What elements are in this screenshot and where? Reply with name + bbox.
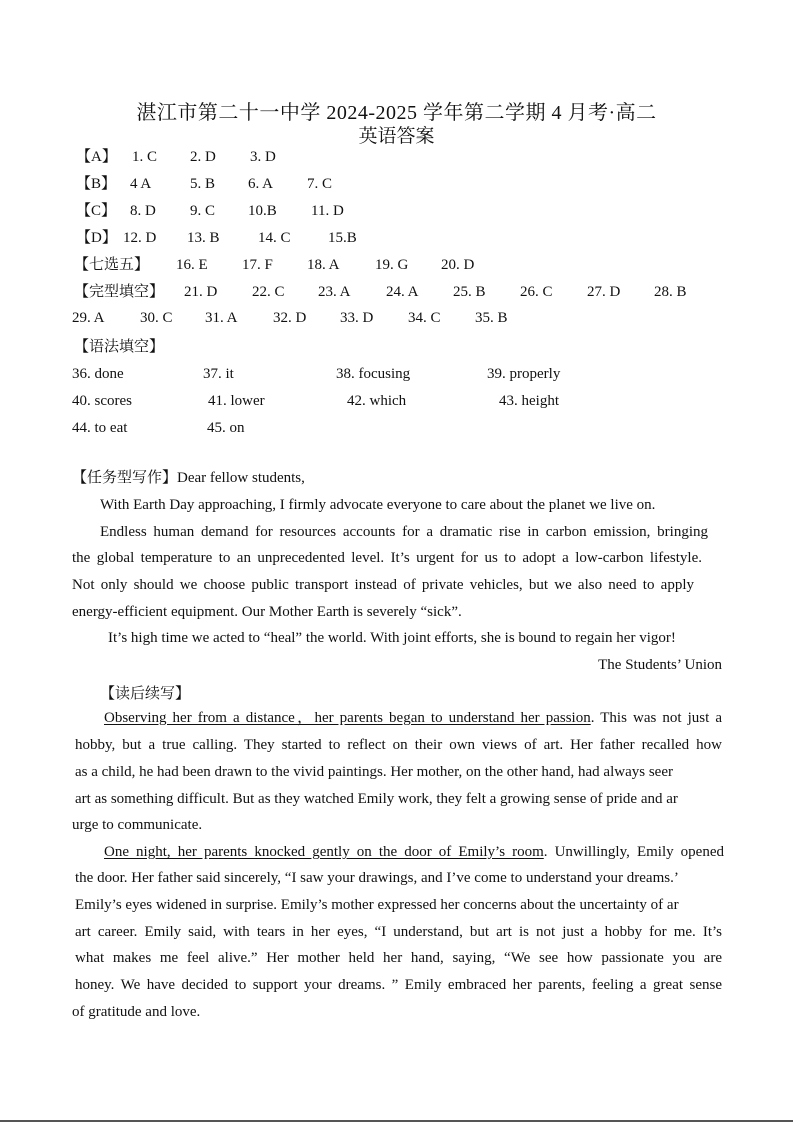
answer: 5. B — [190, 176, 216, 192]
answer: 14. C — [258, 230, 291, 246]
document-subtitle: 英语答案 — [358, 126, 435, 147]
answer: 24. A — [386, 284, 419, 300]
section-label: 【任务型写作】 — [72, 470, 178, 486]
essay-line — [72, 548, 702, 568]
answer: 43. height — [499, 393, 559, 409]
answer-row-grammar-3 — [72, 418, 672, 438]
section-label: 【完型填空】 — [74, 284, 165, 300]
story-line-text: Emily’s eyes widened in surprise. Emily’s mother expressed her concerns about the uncertainty of ar — [75, 897, 679, 913]
answer: 42. which — [347, 393, 407, 409]
answer: 19. G — [375, 257, 409, 273]
story-line — [75, 895, 722, 915]
answer-row-grammar-2 — [72, 391, 672, 411]
section-label-continuation: 【读后续写】 — [100, 686, 191, 702]
answer: 17. F — [242, 257, 273, 273]
essay-line: It’s high time we acted to “heal” the world. With joint efforts, she is bound to regain her vigor! — [108, 630, 676, 646]
story-line-text: hobby, but a true calling. They started to reflect on their own views of art. Her father recalled how — [75, 737, 722, 753]
salutation: Dear fellow students, — [177, 470, 305, 486]
answer: 2. D — [190, 149, 216, 165]
story-line — [75, 762, 722, 782]
answer: 22. C — [252, 284, 285, 300]
section-label: 【C】 — [76, 203, 117, 219]
answer-row-grammar-1 — [72, 364, 672, 384]
answer: 27. D — [587, 284, 621, 300]
answer: 10.B — [248, 203, 277, 219]
essay-line-text: the global temperature to an unprecedented level. It’s urgent for us to adopt a low-carbon lifestyle. — [72, 550, 702, 566]
story-text: . Unwillingly, Emily opened — [543, 844, 725, 860]
signature: The Students’ Union — [598, 657, 722, 673]
section-label: 【B】 — [76, 176, 117, 192]
answer: 39. properly — [487, 366, 561, 382]
answer: 32. D — [273, 310, 307, 326]
story-line — [104, 708, 722, 728]
answer: 20. D — [441, 257, 475, 273]
story-line: of gratitude and love. — [72, 1004, 201, 1020]
answer: 15.B — [328, 230, 357, 246]
answer-row-seven-choose-five — [74, 255, 574, 275]
section-label: 【D】 — [76, 230, 117, 246]
story-line-text: as a child, he had been drawn to the vivid paintings. Her mother, on the other hand, had always seer — [75, 764, 673, 780]
answer: 3. D — [250, 149, 276, 165]
story-line-text: the door. Her father said sincerely, “I saw your drawings, and I’ve come to understand your dreams.’ — [75, 870, 679, 886]
given-sentence: One night, her parents knocked gently on the door of Emily’s room — [104, 844, 544, 860]
story-line-text: honey. We have decided to support your dreams. ” Emily embraced her parents, feeling a great sense — [75, 977, 722, 993]
story-line: urge to communicate. — [72, 817, 203, 833]
story-line-text — [104, 842, 724, 862]
answer: 44. to eat — [72, 420, 128, 436]
answer: 11. D — [311, 203, 344, 219]
answer: 26. C — [520, 284, 553, 300]
story-line-text: art as something difficult. But as they watched Emily work, they felt a growing sense of pride and ar — [75, 791, 678, 807]
answer: 36. done — [72, 366, 124, 382]
essay-line-text: Endless human demand for resources accounts for a dramatic rise in carbon emission, bringing — [100, 524, 708, 540]
document-title: 湛江市第二十一中学 2024-2025 学年第二学期 4 月考·高二 — [136, 102, 657, 124]
answer: 6. A — [248, 176, 274, 192]
story-line-text: what makes me feel alive.” Her mother held her hand, saying, “We see how passionate you are — [75, 950, 722, 966]
answer: 33. D — [340, 310, 374, 326]
essay-line: With Earth Day approaching, I firmly advocate everyone to care about the planet we live on. — [100, 497, 656, 513]
answer: 40. scores — [72, 393, 132, 409]
story-text: . This was not just a — [590, 710, 722, 726]
answer: 41. lower — [208, 393, 265, 409]
answer: 4 A — [130, 176, 152, 192]
answer: 38. focusing — [336, 366, 411, 382]
answer: 18. A — [307, 257, 340, 273]
given-sentence: Observing her from a distance，her parents began to understand her passion — [104, 710, 591, 726]
story-line — [75, 948, 722, 968]
story-line — [75, 789, 722, 809]
section-label: 【七选五】 — [74, 257, 150, 273]
answer: 25. B — [453, 284, 486, 300]
answer: 23. A — [318, 284, 351, 300]
essay-line — [100, 522, 708, 542]
answer: 31. A — [205, 310, 238, 326]
answer-row-reading-a — [76, 147, 476, 167]
answer-row-reading-d — [76, 228, 476, 248]
answer: 28. B — [654, 284, 687, 300]
story-line-text — [104, 708, 722, 728]
answer: 13. B — [187, 230, 220, 246]
story-line — [75, 868, 722, 888]
essay-line: energy-efficient equipment. Our Mother Earth is severely “sick”. — [72, 604, 462, 620]
story-line — [75, 735, 722, 755]
task-writing-heading — [72, 468, 305, 488]
answer: 30. C — [140, 310, 173, 326]
answer: 29. A — [72, 310, 105, 326]
answer-row-reading-c — [76, 201, 476, 221]
answer: 34. C — [408, 310, 441, 326]
story-line — [75, 922, 722, 942]
story-line-text: art career. Emily said, with tears in her eyes, “I understand, but art is not just a hobby for me. It’s — [75, 924, 722, 940]
answer: 9. C — [190, 203, 216, 219]
answer-row-cloze-2 — [72, 308, 732, 328]
answer: 12. D — [123, 230, 157, 246]
answer: 35. B — [475, 310, 508, 326]
story-line — [104, 842, 724, 862]
essay-line-text: Not only should we choose public transport instead of private vehicles, but we also need to apply — [72, 577, 694, 593]
answer: 45. on — [207, 420, 245, 436]
answer: 8. D — [130, 203, 156, 219]
story-line — [75, 975, 722, 995]
answer: 37. it — [203, 366, 234, 382]
answer: 7. C — [307, 176, 333, 192]
answer: 21. D — [184, 284, 218, 300]
essay-line — [72, 575, 694, 595]
answer: 1. C — [132, 149, 158, 165]
answer-row-reading-b — [76, 174, 476, 194]
section-label: 【A】 — [76, 149, 117, 165]
section-label-grammar: 【语法填空】 — [74, 339, 165, 355]
answer-row-cloze-1 — [74, 282, 734, 302]
answer: 16. E — [176, 257, 208, 273]
